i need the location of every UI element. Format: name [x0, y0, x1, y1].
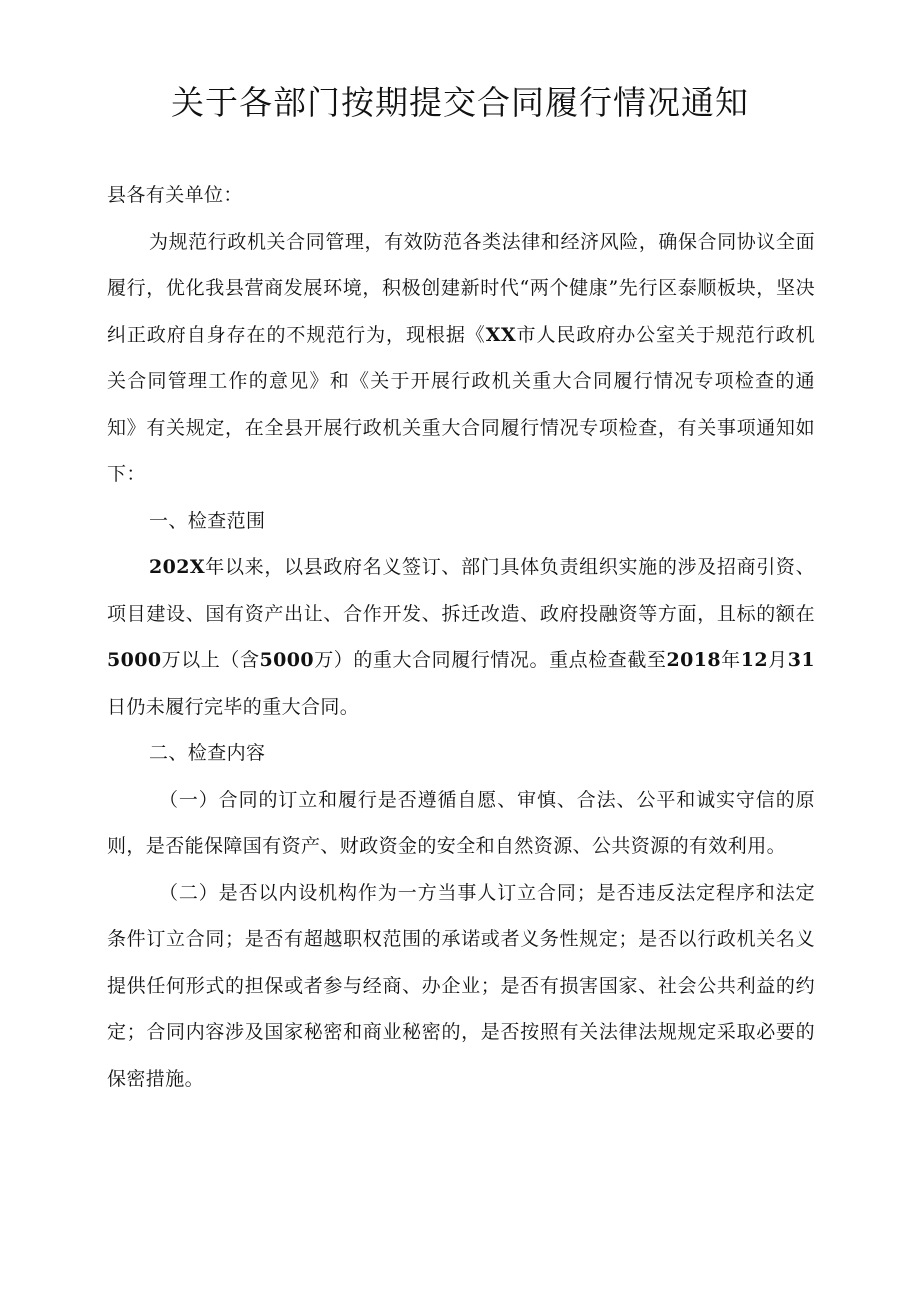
salutation: 县各有关单位：	[107, 184, 243, 206]
section1-text-4: 年	[721, 649, 741, 671]
section1-amount-1: 5000	[107, 649, 162, 671]
document-body	[107, 172, 815, 1102]
section2-heading: 二、检查内容	[149, 742, 266, 764]
section1-text-5: 月	[768, 649, 788, 671]
section1-text-6: 日仍未履行完毕的重大合同。	[107, 695, 360, 718]
intro-text-1: 为规范行政机关合同管理，有效防范各类法律和经济风险，确保合同协议全面履行，优化我县营商发展环境，积极创建新时代“两个健康”先行区泰顺板块，坚决纠正政府自身存在的不规范行为，现根据《	[107, 230, 815, 346]
section2-item-1: （一）合同的订立和履行是否遵循自愿、审慎、合法、公平和诚实守信的原则，是否能保障国有资产、财政资金的安全和自然资源、公共资源的有效利用。	[107, 788, 815, 857]
section1-amount-2: 5000	[259, 649, 315, 671]
section1-paragraph	[107, 544, 815, 730]
section1-month: 12	[740, 649, 768, 671]
intro-paragraph	[107, 219, 815, 498]
section1-deadline-year: 2018	[666, 649, 721, 671]
section1-year: 202X	[149, 556, 206, 578]
section1-day: 31	[787, 649, 815, 671]
section2-item-2: （二）是否以内设机构作为一方当事人订立合同；是否违反法定程序和法定条件订立合同；是否有超越职权范围的承诺或者义务性规定；是否以行政机关名义提供任何形式的担保或者参与经商、办企业；是否有损害国家、社会公共利益的约定；合同内容涉及国家秘密和商业秘密的，是否按照有关法律法规规定采取必要的保密措施。	[107, 881, 815, 1090]
intro-text-2: 市人民政府办公室关于规范行政机关合同管理工作的意见》和《关于开展行政机关重大合同履行情况专项检查的通知》有关规定，在全县开展行政机关重大合同履行情况专项检查，有关事项通知如下：	[107, 323, 815, 485]
intro-bold-city: XX	[485, 323, 517, 346]
document-title: 关于各部门按期提交合同履行情况通知	[171, 83, 749, 122]
section1-text-2: 万以上（含	[161, 649, 260, 671]
section1-heading: 一、检查范围	[149, 509, 266, 532]
section1-text-3: 万）的重大合同履行情况。重点检查截至	[314, 649, 667, 671]
section1-text-1: 年以来，以县政府名义签订、部门具体负责组织实施的涉及招商引资、项目建设、国有资产出让、合作开发、拆迁改造、政府投融资等方面，且标的额在	[107, 556, 815, 625]
